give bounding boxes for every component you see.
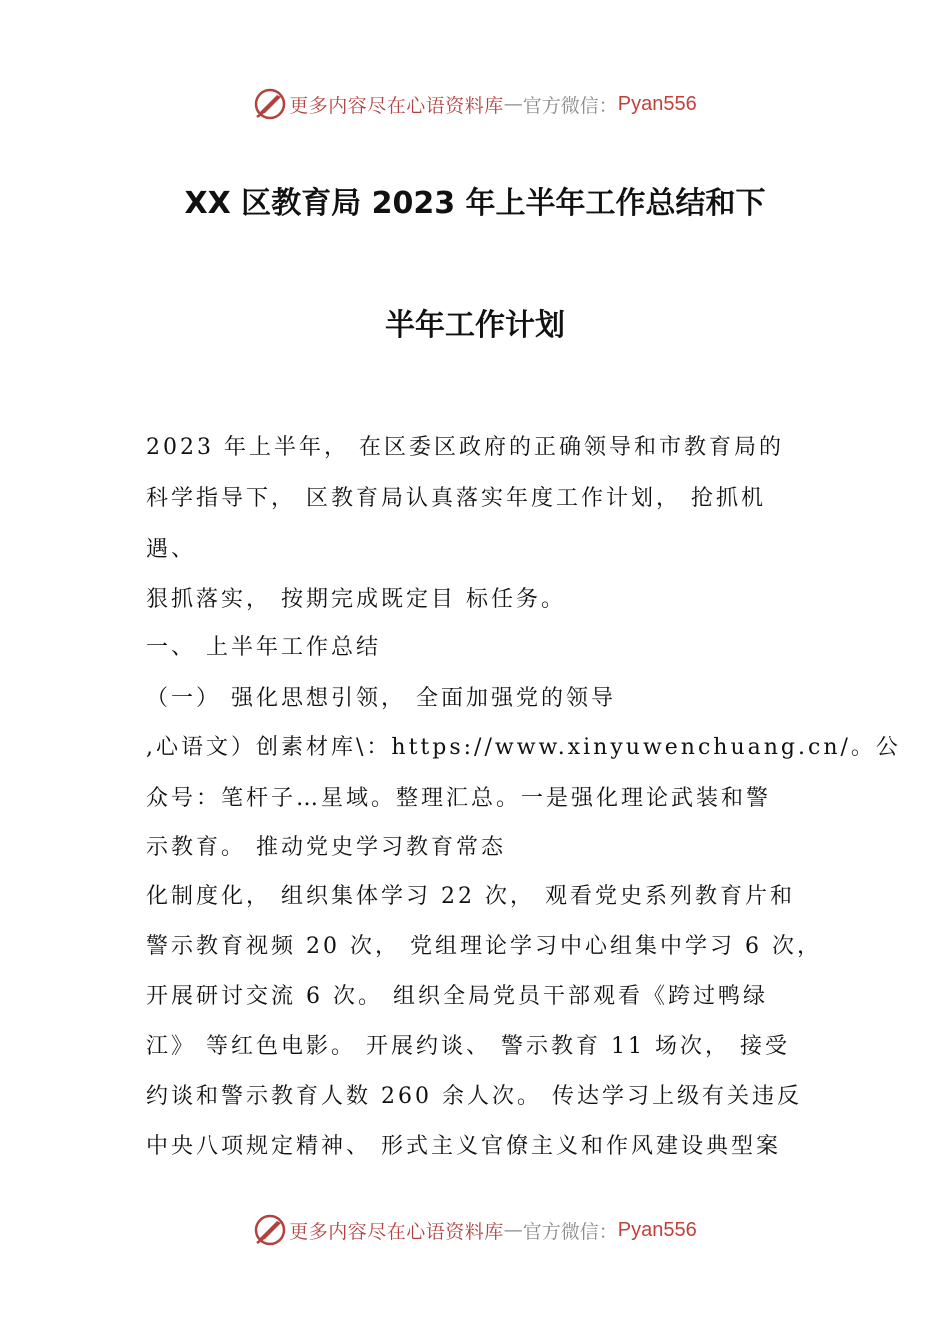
quill-logo-icon (253, 87, 287, 121)
body-line: 开展研讨交流 6 次。 组织全局党员干部观看《跨过鸭绿 (146, 984, 768, 1009)
section-heading: 一、 上半年工作总结 (146, 635, 381, 660)
body-line: 狠抓落实， 按期完成既定目 标任务。 (146, 587, 566, 612)
body-line: 江》 等红色电影。 开展约谈、 警示教育 11 场次， 接受 (146, 1034, 790, 1059)
body-line: 化制度化， 组织集体学习 22 次， 观看党史系列教育片和 (146, 884, 795, 909)
body-line: 2023 年上半年， 在区委区政府的正确领导和市教育局的 (146, 435, 784, 460)
body-line: 中央八项规定精神、 形式主义官僚主义和作风建设典型案 (146, 1134, 781, 1159)
watermark-wechat-label: 官方微信： (522, 94, 618, 117)
watermark-separator: — (503, 93, 523, 115)
body-line: 约谈和警示教育人数 260 余人次。 传达学习上级有关违反 (146, 1084, 802, 1109)
body-line: 众号：笔杆子…星域。整理汇总。一是强化理论武装和警 (146, 786, 772, 811)
watermark-banner-bottom (0, 1210, 950, 1250)
subsection-heading: （一） 强化思想引领， 全面加强党的领导 (146, 686, 616, 711)
document-title-line-1: XX 区教育局 2023 年上半年工作总结和下 (184, 186, 766, 221)
body-line: 警示教育视频 20 次， 党组理论学习中心组集中学习 6 次， (146, 934, 822, 959)
body-line: 科学指导下， 区教育局认真落实年度工作计划， 抢抓机 (146, 486, 766, 511)
watermark-text: 更多内容尽在心语资料库 (289, 94, 504, 117)
watermark-wechat-id: Pyan556 (617, 92, 697, 115)
watermark-text: 更多内容尽在心语资料库 (289, 1220, 504, 1243)
body-line: 遇、 (146, 537, 197, 562)
watermark-banner-top (0, 84, 950, 124)
body-line: ,心语文）创素材库\：https://www.xinyuwenchuang.cn/。公 (146, 735, 901, 760)
watermark-separator: — (503, 1219, 523, 1241)
body-line: 示教育。 推动党史学习教育常态 (146, 835, 506, 860)
document-title-line-2: 半年工作计划 (385, 308, 565, 343)
watermark-wechat-id: Pyan556 (617, 1218, 697, 1241)
watermark-wechat-label: 官方微信： (522, 1220, 618, 1243)
quill-logo-icon (253, 1213, 287, 1247)
